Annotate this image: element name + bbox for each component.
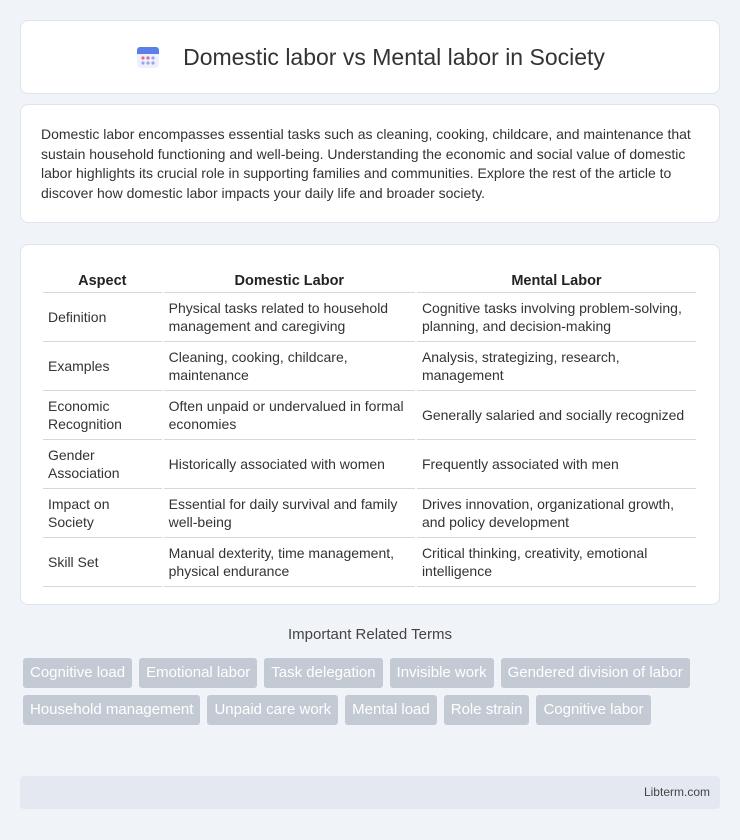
cell-domestic: Cleaning, cooking, childcare, maintenance xyxy=(164,342,415,391)
title-card xyxy=(20,20,720,94)
header-domestic-labor: Domestic Labor xyxy=(164,265,415,293)
table-row xyxy=(43,391,696,440)
comparison-card xyxy=(20,244,720,605)
cell-domestic: Historically associated with women xyxy=(164,440,415,489)
cell-mental: Frequently associated with men xyxy=(417,440,696,489)
cell-aspect: Skill Set xyxy=(43,538,162,587)
footer xyxy=(20,776,720,809)
related-term-tag[interactable]: Cognitive labor xyxy=(536,695,650,725)
cell-mental: Cognitive tasks involving problem-solving, planning, and decision-making xyxy=(417,293,696,342)
related-term-tag[interactable]: Cognitive load xyxy=(23,658,132,688)
table-header-row xyxy=(43,265,696,293)
intro-card xyxy=(20,104,720,223)
cell-aspect: Impact on Society xyxy=(43,489,162,538)
calendar-icon xyxy=(135,44,161,70)
related-term-tag[interactable]: Household management xyxy=(23,695,200,725)
related-term-tag[interactable]: Mental load xyxy=(345,695,437,725)
cell-mental: Drives innovation, organizational growth, and policy development xyxy=(417,489,696,538)
table-row xyxy=(43,293,696,342)
table-row xyxy=(43,489,696,538)
related-terms-list xyxy=(23,658,703,732)
comparison-table xyxy=(41,265,698,587)
cell-domestic: Essential for daily survival and family well-being xyxy=(164,489,415,538)
cell-mental: Critical thinking, creativity, emotional intelligence xyxy=(417,538,696,587)
header-aspect: Aspect xyxy=(43,265,162,293)
cell-domestic: Physical tasks related to household management and caregiving xyxy=(164,293,415,342)
cell-mental: Generally salaried and socially recognized xyxy=(417,391,696,440)
related-term-tag[interactable]: Gendered division of labor xyxy=(501,658,690,688)
footer-site-link[interactable]: Libterm.com xyxy=(643,785,710,799)
table-row xyxy=(43,538,696,587)
cell-domestic: Often unpaid or undervalued in formal economies xyxy=(164,391,415,440)
related-term-tag[interactable]: Invisible work xyxy=(390,658,494,688)
cell-mental: Analysis, strategizing, research, management xyxy=(417,342,696,391)
cell-aspect: Economic Recognition xyxy=(43,391,162,440)
related-term-tag[interactable]: Role strain xyxy=(444,695,530,725)
table-row xyxy=(43,342,696,391)
cell-domestic: Manual dexterity, time management, physical endurance xyxy=(164,538,415,587)
cell-aspect: Gender Association xyxy=(43,440,162,489)
page-title: Domestic labor vs Mental labor in Society xyxy=(183,43,605,70)
related-term-tag[interactable]: Emotional labor xyxy=(139,658,257,688)
intro-paragraph: Domestic labor encompasses essential tasks such as cleaning, cooking, childcare, and maintenance that sustain household functioning and well-being. Understanding the economic and social value of domestic labor highlights its crucial role in supporting families and communities. Explore the rest of the article to discover how domestic labor impacts your daily life and broader society. xyxy=(41,126,691,201)
cell-aspect: Examples xyxy=(43,342,162,391)
related-term-tag[interactable]: Unpaid care work xyxy=(207,695,338,725)
related-term-tag[interactable]: Task delegation xyxy=(264,658,382,688)
header-mental-labor: Mental Labor xyxy=(417,265,696,293)
table-row xyxy=(43,440,696,489)
related-terms-title: Important Related Terms xyxy=(288,626,452,643)
cell-aspect: Definition xyxy=(43,293,162,342)
